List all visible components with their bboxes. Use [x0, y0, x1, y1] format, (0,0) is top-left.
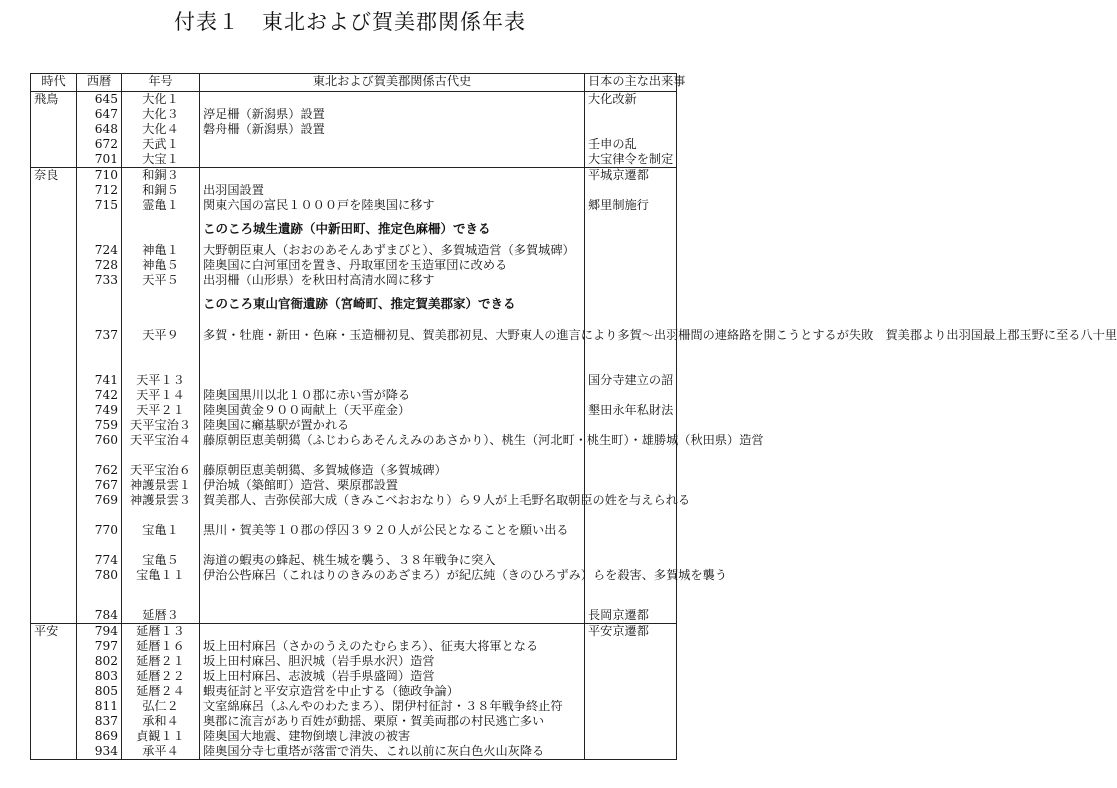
era-name-cell: 天平１４ — [122, 388, 200, 403]
era-name-cell: 天平宝治６ — [122, 463, 200, 478]
table-row — [31, 553, 677, 568]
history-cell: 文室綿麻呂（ふんやのわたまろ）、閉伊村征討・３８年戦争終止符 — [200, 699, 585, 714]
era-cell — [31, 598, 77, 608]
era-name-cell: 貞観１１ — [122, 729, 200, 744]
era-cell — [31, 418, 77, 433]
japan-event-cell — [585, 639, 677, 654]
era-cell — [31, 137, 77, 152]
history-cell: 坂上田村麻呂、胆沢城（岩手県水沢）造営 — [200, 654, 585, 669]
japan-event-cell — [585, 669, 677, 684]
era-name-cell: 和銅３ — [122, 168, 200, 184]
table-row — [31, 388, 677, 403]
era-cell — [31, 669, 77, 684]
history-cell: 藤原朝臣恵美朝獦、多賀城修造（多賀城碑） — [200, 463, 585, 478]
page-title: 付表１ 東北および賀美郡関係年表 — [174, 10, 526, 34]
history-cell: 海道の蝦夷の蜂起、桃生城を襲う、３８年戦争に突入 — [200, 553, 585, 568]
history-cell: 磐舟柵（新潟県）設置 — [200, 122, 585, 137]
japan-event-cell — [585, 318, 677, 328]
japan-event-cell — [585, 598, 677, 608]
era-cell: 平安 — [31, 624, 77, 640]
japan-event-cell — [585, 553, 677, 568]
era-name-cell: 延暦２４ — [122, 684, 200, 699]
japan-event-cell — [585, 463, 677, 478]
era-name-cell: 大化１ — [122, 92, 200, 108]
history-cell: 蝦夷征討と平安京造営を中止する（徳政争論） — [200, 684, 585, 699]
era-cell — [31, 433, 77, 463]
year-cell: 803 — [77, 669, 122, 684]
year-cell — [77, 598, 122, 608]
era-name-cell — [122, 288, 200, 318]
history-cell: 渟足柵（新潟県）設置 — [200, 107, 585, 122]
japan-event-cell — [585, 523, 677, 553]
history-cell: 関東六国の富民１０００戸を陸奥国に移す — [200, 198, 585, 213]
history-cell — [200, 598, 585, 608]
year-cell: 797 — [77, 639, 122, 654]
table-row — [31, 523, 677, 553]
year-cell: 712 — [77, 183, 122, 198]
era-name-cell: 和銅５ — [122, 183, 200, 198]
year-cell: 737 — [77, 328, 122, 373]
year-cell: 770 — [77, 523, 122, 553]
era-cell — [31, 729, 77, 744]
year-cell: 647 — [77, 107, 122, 122]
history-cell: 伊治城（築館町）造営、栗原郡設置 — [200, 478, 585, 493]
japan-event-cell — [585, 107, 677, 122]
era-name-cell: 延暦２２ — [122, 669, 200, 684]
era-name-cell: 神亀１ — [122, 243, 200, 258]
era-name-cell: 大化４ — [122, 122, 200, 137]
year-cell: 715 — [77, 198, 122, 213]
era-cell — [31, 608, 77, 624]
history-cell: 陸奥国黒川以北１０郡に赤い雪が降る — [200, 388, 585, 403]
era-cell — [31, 373, 77, 388]
table-row — [31, 744, 677, 760]
era-name-cell: 延暦２１ — [122, 654, 200, 669]
table-row — [31, 122, 677, 137]
history-cell: このころ城生遺跡（中新田町、推定色麻柵）できる — [200, 213, 585, 243]
era-cell — [31, 684, 77, 699]
history-cell: 大野朝臣東人（おおのあそんあずまびと）、多賀城造営（多賀城碑） — [200, 243, 585, 258]
table-row — [31, 568, 677, 598]
year-cell: 811 — [77, 699, 122, 714]
era-cell — [31, 318, 77, 328]
year-cell: 710 — [77, 168, 122, 184]
japan-event-cell — [585, 388, 677, 403]
table-row — [31, 198, 677, 213]
japan-event-cell — [585, 418, 677, 433]
year-cell: 741 — [77, 373, 122, 388]
year-cell: 760 — [77, 433, 122, 463]
japan-event-cell — [585, 729, 677, 744]
table-row — [31, 328, 677, 373]
year-cell: 724 — [77, 243, 122, 258]
era-name-cell: 神護景雲１ — [122, 478, 200, 493]
japan-event-cell: 平安京遷都 — [585, 624, 677, 640]
japan-event-cell: 大化改新 — [585, 92, 677, 108]
year-cell: 837 — [77, 714, 122, 729]
era-name-cell: 承和４ — [122, 714, 200, 729]
history-cell: 藤原朝臣恵美朝獦（ふじわらあそんえみのあさかり）、桃生（河北町・桃生町）・雄勝城（秋田県）造営 — [200, 433, 585, 463]
history-cell: 賀美郡人、吉弥侯部大成（きみこべおおなり）ら９人が上毛野名取朝臣の姓を与えられる — [200, 493, 585, 523]
table-row — [31, 729, 677, 744]
japan-event-cell — [585, 213, 677, 243]
header-year: 西暦 — [77, 74, 122, 92]
era-cell — [31, 714, 77, 729]
year-cell: 648 — [77, 122, 122, 137]
history-cell: このころ東山官衙遺跡（宮崎町、推定賀美郡家）できる — [200, 288, 585, 318]
year-cell: 767 — [77, 478, 122, 493]
header-era-name: 年号 — [122, 74, 200, 92]
era-cell — [31, 213, 77, 243]
history-cell — [200, 168, 585, 184]
table-row — [31, 168, 677, 184]
japan-event-cell — [585, 288, 677, 318]
era-name-cell — [122, 318, 200, 328]
era-cell — [31, 198, 77, 213]
era-name-cell: 天平９ — [122, 328, 200, 373]
table-row — [31, 608, 677, 624]
era-cell — [31, 183, 77, 198]
history-cell — [200, 608, 585, 624]
japan-event-cell — [585, 699, 677, 714]
japan-event-cell — [585, 744, 677, 760]
era-name-cell: 天武１ — [122, 137, 200, 152]
year-cell: 769 — [77, 493, 122, 523]
era-cell — [31, 478, 77, 493]
year-cell — [77, 288, 122, 318]
history-cell: 陸奥国分寺七重塔が落雷で消失、これ以前に灰白色火山灰降る — [200, 744, 585, 760]
year-cell: 749 — [77, 403, 122, 418]
year-cell: 794 — [77, 624, 122, 640]
year-cell: 701 — [77, 152, 122, 168]
year-cell — [77, 213, 122, 243]
japan-event-cell — [585, 684, 677, 699]
table-row — [31, 137, 677, 152]
header-era: 時代 — [31, 74, 77, 92]
era-name-cell: 天平１３ — [122, 373, 200, 388]
era-cell — [31, 388, 77, 403]
history-cell: 陸奥国大地震、建物倒壊し津波の被害 — [200, 729, 585, 744]
table-row — [31, 493, 677, 523]
era-name-cell: 延暦１６ — [122, 639, 200, 654]
era-cell — [31, 523, 77, 553]
era-cell — [31, 243, 77, 258]
table-row — [31, 403, 677, 418]
table-row — [31, 699, 677, 714]
era-name-cell: 延暦３ — [122, 608, 200, 624]
history-cell: 多賀・牡鹿・新田・色麻・玉造柵初見、賀美郡初見、大野東人の進言により多賀～出羽柵間の連絡路を開こうとするが失敗 賀美郡より出羽国最上郡玉野に至る八十里 — [200, 328, 585, 373]
era-name-cell — [122, 598, 200, 608]
era-cell — [31, 493, 77, 523]
era-cell — [31, 152, 77, 168]
japan-event-cell — [585, 273, 677, 288]
year-cell: 733 — [77, 273, 122, 288]
japan-event-cell: 国分寺建立の詔 — [585, 373, 677, 388]
table-row — [31, 373, 677, 388]
year-cell: 762 — [77, 463, 122, 478]
table-header-row — [31, 74, 677, 92]
table-row — [31, 684, 677, 699]
era-name-cell: 神護景雲３ — [122, 493, 200, 523]
era-cell: 奈良 — [31, 168, 77, 184]
japan-event-cell — [585, 654, 677, 669]
era-name-cell: 宝亀５ — [122, 553, 200, 568]
japan-event-cell — [585, 243, 677, 258]
table-row — [31, 152, 677, 168]
header-japan-events: 日本の主な出来事 — [585, 74, 677, 92]
era-cell — [31, 258, 77, 273]
table-row — [31, 183, 677, 198]
history-cell — [200, 318, 585, 328]
era-cell — [31, 288, 77, 318]
history-cell: 陸奥国に白河軍団を置き、丹取軍団を玉造軍団に改める — [200, 258, 585, 273]
table-row — [31, 273, 677, 288]
era-cell — [31, 107, 77, 122]
table-row — [31, 463, 677, 478]
japan-event-cell: 壬申の乱 — [585, 137, 677, 152]
era-cell — [31, 403, 77, 418]
era-cell — [31, 553, 77, 568]
history-cell: 出羽国設置 — [200, 183, 585, 198]
era-cell — [31, 463, 77, 478]
table-body — [31, 92, 1117, 760]
history-cell — [200, 624, 585, 640]
year-cell: 774 — [77, 553, 122, 568]
year-cell: 802 — [77, 654, 122, 669]
year-cell: 934 — [77, 744, 122, 760]
year-cell: 672 — [77, 137, 122, 152]
table-row — [31, 243, 677, 258]
table-row — [31, 418, 677, 433]
era-name-cell: 神亀５ — [122, 258, 200, 273]
table-row — [31, 639, 677, 654]
era-cell — [31, 273, 77, 288]
era-name-cell: 天平宝治４ — [122, 433, 200, 463]
history-cell: 陸奥国黄金９００両献上（天平産金） — [200, 403, 585, 418]
era-name-cell: 承平４ — [122, 744, 200, 760]
era-name-cell: 大宝１ — [122, 152, 200, 168]
table-row — [31, 258, 677, 273]
history-cell: 伊治公呰麻呂（これはりのきみのあざまろ）が紀広純（きのひろずみ）らを殺害、多賀城を襲う — [200, 568, 585, 598]
era-name-cell: 延暦１３ — [122, 624, 200, 640]
history-cell: 坂上田村麻呂（さかのうえのたむらまろ）、征夷大将軍となる — [200, 639, 585, 654]
era-name-cell: 宝亀１１ — [122, 568, 200, 598]
japan-event-cell — [585, 714, 677, 729]
japan-event-cell: 平城京遷都 — [585, 168, 677, 184]
year-cell — [77, 318, 122, 328]
table-row — [31, 107, 677, 122]
era-name-cell: 弘仁２ — [122, 699, 200, 714]
year-cell: 645 — [77, 92, 122, 108]
japan-event-cell: 長岡京遷都 — [585, 608, 677, 624]
history-cell — [200, 137, 585, 152]
history-cell: 奥郡に流言があり百姓が動揺、栗原・賀美両郡の村民逃亡多い — [200, 714, 585, 729]
era-name-cell: 天平５ — [122, 273, 200, 288]
history-cell — [200, 92, 585, 108]
japan-event-cell — [585, 478, 677, 493]
history-cell: 陸奥国に癩基駅が置かれる — [200, 418, 585, 433]
table-row — [31, 669, 677, 684]
japan-event-cell — [585, 122, 677, 137]
era-cell — [31, 699, 77, 714]
era-name-cell — [122, 213, 200, 243]
table-row — [31, 288, 677, 318]
history-cell: 出羽柵（山形県）を秋田村高清水岡に移す — [200, 273, 585, 288]
year-cell: 805 — [77, 684, 122, 699]
table-row — [31, 624, 677, 640]
year-cell: 780 — [77, 568, 122, 598]
era-name-cell: 霊亀１ — [122, 198, 200, 213]
era-cell — [31, 568, 77, 598]
year-cell: 759 — [77, 418, 122, 433]
era-cell — [31, 639, 77, 654]
year-cell: 784 — [77, 608, 122, 624]
era-cell — [31, 654, 77, 669]
header-tohoku-history: 東北および賀美郡関係古代史 — [200, 74, 585, 92]
japan-event-cell — [585, 183, 677, 198]
era-cell: 飛鳥 — [31, 92, 77, 108]
era-cell — [31, 744, 77, 760]
japan-event-cell: 郷里制施行 — [585, 198, 677, 213]
chronology-table — [30, 73, 1117, 760]
history-cell: 黒川・賀美等１０郡の俘囚３９２０人が公民となることを願い出る — [200, 523, 585, 553]
table-row — [31, 598, 677, 608]
era-name-cell: 天平２１ — [122, 403, 200, 418]
year-cell: 728 — [77, 258, 122, 273]
table-row — [31, 654, 677, 669]
table-row — [31, 318, 677, 328]
japan-event-cell — [585, 258, 677, 273]
era-cell — [31, 122, 77, 137]
table-row — [31, 92, 677, 108]
era-cell — [31, 328, 77, 373]
japan-event-cell: 大宝律令を制定 — [585, 152, 677, 168]
year-cell: 742 — [77, 388, 122, 403]
table-row — [31, 213, 677, 243]
table-row — [31, 433, 677, 463]
era-name-cell: 宝亀１ — [122, 523, 200, 553]
era-name-cell: 天平宝治３ — [122, 418, 200, 433]
year-cell: 869 — [77, 729, 122, 744]
table-row — [31, 714, 677, 729]
era-name-cell: 大化３ — [122, 107, 200, 122]
history-cell — [200, 152, 585, 168]
japan-event-cell: 墾田永年私財法 — [585, 403, 677, 418]
history-cell: 坂上田村麻呂、志波城（岩手県盛岡）造営 — [200, 669, 585, 684]
table-row — [31, 478, 677, 493]
history-cell — [200, 373, 585, 388]
